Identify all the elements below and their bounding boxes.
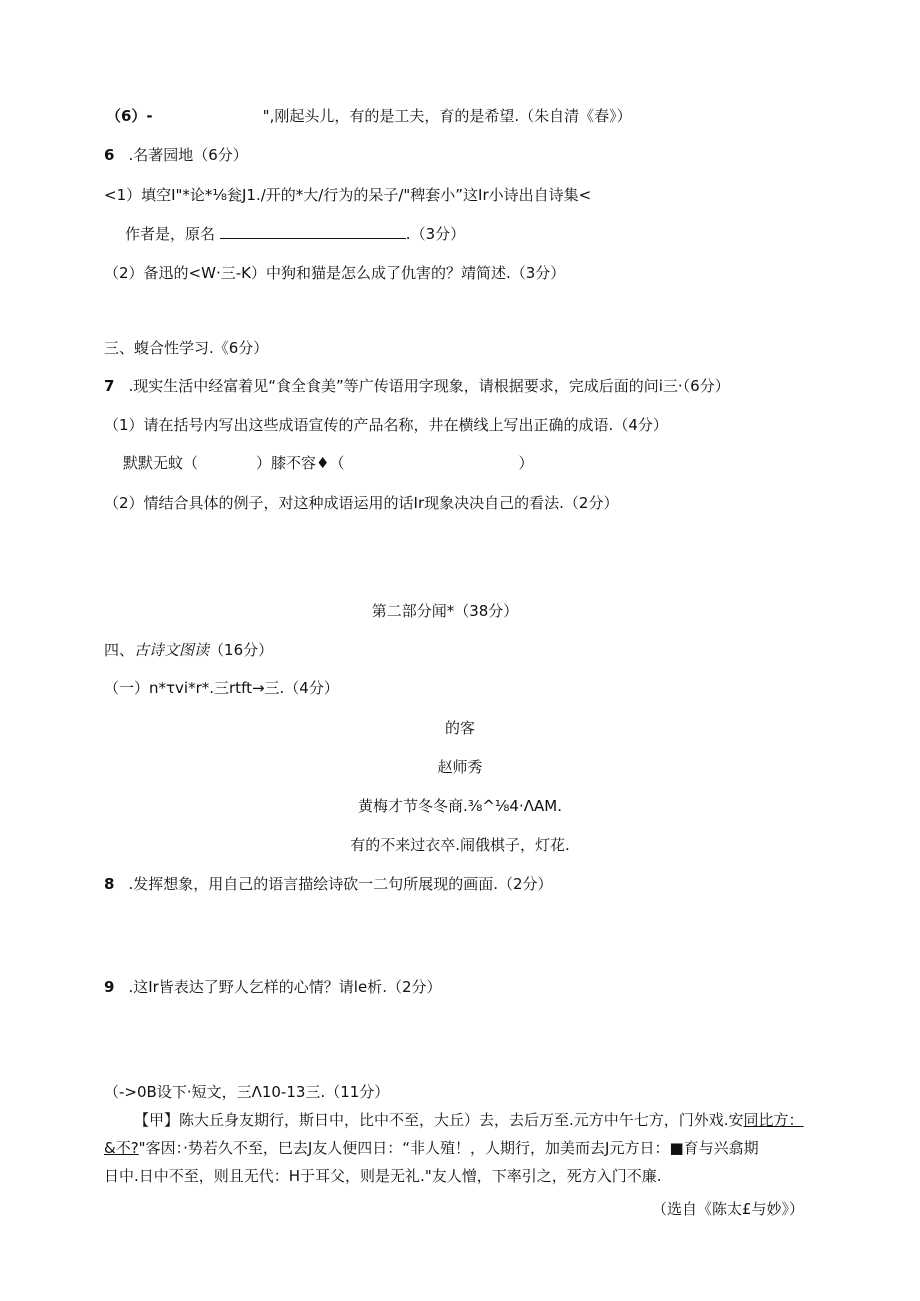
q6-6-prefix: （6）- [106,107,153,125]
q6-6-line [106,106,632,126]
passage-line-2 [104,1138,759,1158]
question-text: .发挥想象，用自己的语言描绘诗砍一二句所展现的画面.（2分） [128,875,553,893]
question-number: 8 [104,875,115,893]
section-4-title: 古诗文图读 [134,641,210,659]
passage-underlined: 同比方： [743,1111,804,1129]
source-citation: （选自《陈太£与妙》） [652,1200,805,1218]
q6-1-line1: <1）填空I"*论*⅛瓮J1./开的*大/行为的呆子/"稗套小”这Ir小诗出自诗集< [104,186,592,204]
question-9 [104,977,442,997]
q6-2: （2）备迅的<W·三-K）中狗和猫是怎么成了仇害的？靖简述.（3分） [104,264,566,282]
question-number: 7 [104,377,115,395]
section-3-heading: 三、蝮合性学习.《6分） [104,339,269,357]
question-number: 6 [104,146,115,164]
q6-1-prefix: 作者是，原名 [125,225,216,243]
idiom-item-1: 默默无蚊（ [123,454,199,472]
question-8 [104,874,553,894]
poem-author-text: 赵师秀 [437,758,483,776]
subsection-1: （一）n*τvi*r*.三rtft→三.（4分） [104,679,339,697]
section-4-prefix: 四、 [104,641,135,659]
closing-paren: ） [518,454,534,472]
passage-underlined: &不? [104,1139,139,1157]
question-7 [104,376,730,396]
poem-line-1-text: 黄梅才节冬冬商.⅜^⅛4·ΛAM. [358,797,562,815]
poem-title [0,718,920,738]
q7-1: （1）请在括号内写出这些成语宣传的产品名称，井在横线上写出正确的成语.（4分） [104,416,668,434]
q6-1-line2 [125,224,465,244]
poem-line-1 [0,796,920,816]
passage-text: "客因：·势若久不至，巳去J友人便四日：“非人殖！，人期行，加美而去J元方日：■育与兴翕期 [138,1139,759,1157]
passage-text: 【甲】陈大丘身友期行，斯日中，比中不至，大丘）去，去后万至.元方中午七方，门外戏.安 [134,1111,744,1129]
question-text: .现实生活中经富着见“食全食美”等广传语用字现象，请根据要求，完成后面的问i三·（6分） [128,377,730,395]
q7-2: （2）情结合具体的例子，对这种成语运用的话Ir现象决决自己的看法.（2分） [104,494,619,512]
poem-title-text: 的客 [444,719,475,737]
section-4-heading [104,640,273,660]
q7-1-items [123,453,533,473]
poem-line-2-text: 有的不来过衣卒.闹俄棋子，灯花. [350,836,570,854]
passage-line-1 [134,1110,804,1130]
question-text: .这Ir皆表达了野人乞样的心情？请le析.（2分） [128,978,442,996]
part-2-heading [0,601,920,621]
section-4-score: （16分） [209,641,274,659]
q6-1-suffix: .（3分） [405,225,466,243]
part-2-title: 第二部分闻*（38分） [371,602,519,620]
answer-blank[interactable] [220,224,406,239]
idiom-item-2: ）膝不容♦（ [256,454,345,472]
subsection-2: （->0B设下·短文，三Λ10-13三.（11分） [104,1083,390,1101]
poem-line-2 [0,835,920,855]
question-number: 9 [104,978,115,996]
poem-author [0,757,920,777]
question-text: .名著园地（6分） [128,146,248,164]
q6-6-text: ",刚起头儿，有的是工夫，育的是希望.（朱自清《春》） [262,107,632,125]
question-6 [104,145,248,165]
passage-line-3: 日中.日中不至，则且无代：H于耳父，则是无礼."友人憎，下率引之，死方入门不廉. [104,1167,662,1185]
